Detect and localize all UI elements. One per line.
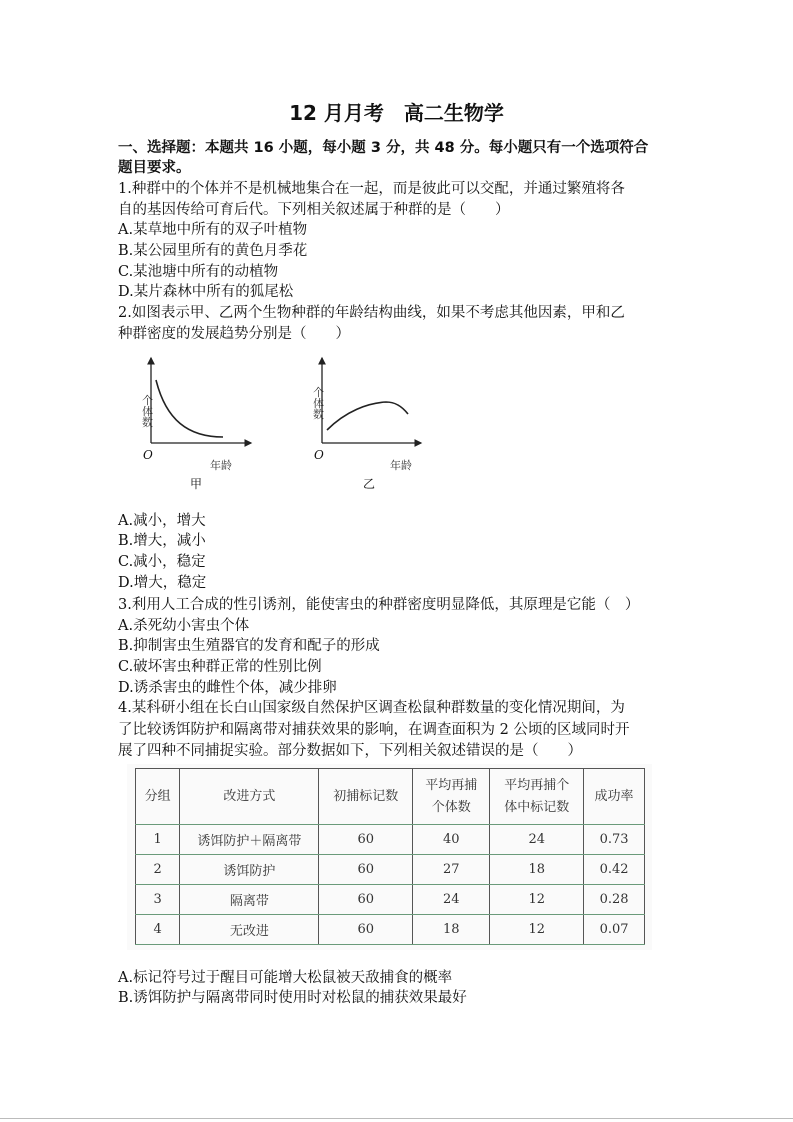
table-header-row <box>136 769 645 825</box>
section-heading: 一、选择题：本题共 16 小题，每小题 3 分，共 48 分。每小题只有一个选项符合 <box>118 140 649 156</box>
table-cell: 0.07 <box>584 915 645 945</box>
option-c: C.减小，稳定 <box>118 554 206 570</box>
question-4-text: 了比较诱饵防护和隔离带对捕获效果的影响，在调查面积为 2 公顷的区域同时开 <box>118 722 630 738</box>
origin-label: O <box>143 448 153 462</box>
table-cell: 60 <box>319 855 413 885</box>
table-cell: 60 <box>319 825 413 855</box>
table-cell: 60 <box>319 915 413 945</box>
page-bottom-border <box>0 1118 793 1119</box>
chart-yi <box>322 358 421 443</box>
table-cell: 18 <box>413 915 490 945</box>
age-structure-figure <box>118 345 448 497</box>
table-cell: 1 <box>136 825 180 855</box>
option-b: B.增大，减小 <box>118 533 206 549</box>
option-c: C.某池塘中所有的动植物 <box>118 264 279 280</box>
section-heading-cont: 题目要求。 <box>118 160 191 176</box>
table-cell: 诱饵防护 <box>180 855 319 885</box>
option-d: D.增大，稳定 <box>118 575 207 591</box>
table-cell: 24 <box>490 825 584 855</box>
question-2-text: 种群密度的发展趋势分别是（ ） <box>118 326 350 342</box>
x-axis-label-yi: 年龄 <box>390 459 412 472</box>
header-initial-marked: 初捕标记数 <box>319 769 413 825</box>
option-a: A.杀死幼小害虫个体 <box>118 618 250 634</box>
option-b: B.抑制害虫生殖器官的发育和配子的形成 <box>118 638 380 654</box>
question-1-text: 1.种群中的个体并不是机械地集合在一起，而是彼此可以交配，并通过繁殖将各 <box>118 181 625 197</box>
option-b: B.诱饵防护与隔离带同时使用时对松鼠的捕获效果最好 <box>118 990 467 1006</box>
table-cell: 40 <box>413 825 490 855</box>
table-cell: 12 <box>490 915 584 945</box>
chart-jia <box>151 358 251 443</box>
table-row <box>136 855 645 885</box>
table-cell: 4 <box>136 915 180 945</box>
table-cell: 27 <box>413 855 490 885</box>
question-3-text: 3.利用人工合成的性引诱剂，能使害虫的种群密度明显降低，其原理是它能（ ） <box>118 597 640 613</box>
option-b: B.某公园里所有的黄色月季花 <box>118 243 308 259</box>
question-1-text: 自的基因传给可育后代。下列相关叙述属于种群的是（ ） <box>118 202 510 218</box>
x-axis-label-jia: 年龄 <box>210 459 232 472</box>
table-cell: 60 <box>319 885 413 915</box>
table-cell: 3 <box>136 885 180 915</box>
table-row <box>136 825 645 855</box>
table-row <box>136 885 645 915</box>
header-success-rate: 成功率 <box>584 769 645 825</box>
question-4-text: 4.某科研小组在长白山国家级自然保护区调查松鼠种群数量的变化情况期间，为 <box>118 700 625 716</box>
header-group: 分组 <box>136 769 180 825</box>
page-title: 12 月月考 高二生物学 <box>289 101 504 125</box>
caption-yi: 乙 <box>363 477 376 491</box>
curve-yi <box>327 402 408 430</box>
table-cell: 0.42 <box>584 855 645 885</box>
question-2-text: 2.如图表示甲、乙两个生物种群的年龄结构曲线，如果不考虑其他因素，甲和乙 <box>118 305 625 321</box>
header-recaptured-marked: 平均再捕个 体中标记数 <box>490 769 584 825</box>
table-cell: 诱饵防护＋隔离带 <box>180 825 319 855</box>
table-cell: 0.73 <box>584 825 645 855</box>
table-cell: 0.28 <box>584 885 645 915</box>
option-a: A.减小，增大 <box>118 513 206 529</box>
curve-jia <box>156 380 223 437</box>
table-cell: 无改进 <box>180 915 319 945</box>
header-method: 改进方式 <box>180 769 319 825</box>
option-a: A.标记符号过于醒目可能增大松鼠被天敌捕食的概率 <box>118 970 453 986</box>
caption-jia: 甲 <box>190 477 203 491</box>
y-axis-label-jia: 个 体 数 <box>142 394 153 429</box>
table-cell: 24 <box>413 885 490 915</box>
table-cell: 隔离带 <box>180 885 319 915</box>
table-cell: 12 <box>490 885 584 915</box>
option-d: D.诱杀害虫的雌性个体，减少排卵 <box>118 680 337 696</box>
y-axis-label-yi: 个 体 数 <box>313 386 324 421</box>
capture-data-table <box>135 768 645 945</box>
option-d: D.某片森林中所有的狐尾松 <box>118 284 294 300</box>
table-cell: 18 <box>490 855 584 885</box>
question-4-text: 展了四种不同捕捉实验。部分数据如下，下列相关叙述错误的是（ ） <box>118 743 582 759</box>
table-cell: 2 <box>136 855 180 885</box>
header-recaptured: 平均再捕 个体数 <box>413 769 490 825</box>
option-c: C.破坏害虫种群正常的性别比例 <box>118 659 322 675</box>
origin-label: O <box>314 448 324 462</box>
option-a: A.某草地中所有的双子叶植物 <box>118 222 308 238</box>
table-row <box>136 915 645 945</box>
